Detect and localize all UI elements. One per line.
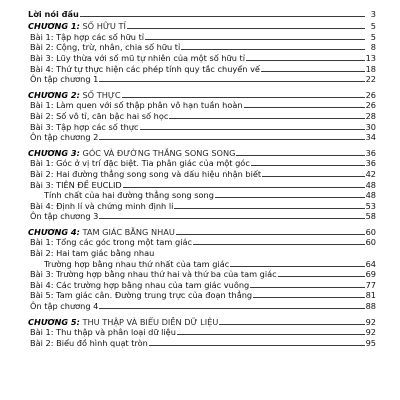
- toc-entry-text: [44, 190, 214, 200]
- toc-entry-text: [30, 122, 139, 132]
- entry-label: Bài 5: Tam giác cân. Đường trung trực của đoạn thẳng: [30, 290, 253, 301]
- page-number: 60: [365, 226, 376, 237]
- page-number: 53: [365, 200, 376, 211]
- entry-label: Tính chất của hai đường thẳng song song: [44, 190, 214, 201]
- page-number: 77: [365, 279, 376, 290]
- toc-entry[interactable]: [28, 168, 376, 179]
- toc-entry[interactable]: [28, 63, 376, 74]
- toc-intro[interactable]: [28, 8, 376, 19]
- dot-leader: [127, 28, 365, 29]
- intro-label: Lời nói đầu: [28, 8, 79, 19]
- toc-entry-text: [30, 42, 180, 52]
- page-number: 48: [365, 190, 376, 201]
- toc-intro-text: [28, 9, 79, 19]
- chapter-prefix: CHƯƠNG 1:: [28, 21, 80, 32]
- dot-leader: [99, 308, 364, 309]
- page-number: 30: [365, 121, 376, 132]
- toc-entry[interactable]: [28, 132, 376, 143]
- toc-entry[interactable]: [28, 190, 376, 201]
- toc-entry-text: [30, 180, 122, 190]
- toc-chapter-text: [28, 21, 126, 31]
- page-number: 18: [365, 63, 376, 74]
- dot-leader: [219, 324, 364, 325]
- toc-entry-text: [30, 327, 176, 337]
- page-number: 92: [365, 327, 376, 338]
- toc-entry-text: [30, 111, 168, 121]
- dot-leader: [215, 197, 365, 198]
- entry-label: Bài 2: Hai tam giác bằng nhau: [30, 248, 155, 259]
- dot-leader: [244, 107, 365, 108]
- toc-chapter[interactable]: [28, 316, 376, 327]
- page-number: 92: [365, 316, 376, 327]
- page-number: 28: [365, 110, 376, 121]
- entry-label: Bài 3: Tập hợp các số thực: [30, 121, 139, 132]
- dot-leader: [236, 155, 364, 156]
- dot-leader: [80, 16, 365, 17]
- toc-chapter[interactable]: [28, 21, 376, 32]
- dot-leader: [250, 287, 364, 288]
- toc-entry-text: [30, 74, 98, 84]
- entry-label: Ôn tập chương 1: [30, 74, 99, 85]
- page-number: 58: [365, 211, 376, 222]
- page-number: 5: [370, 31, 376, 42]
- toc-entry-text: [30, 158, 250, 168]
- entry-label: Bài 3: Lũy thừa với số mũ tự nhiên của một số hữu tỉ: [30, 52, 245, 63]
- toc-entry-text: [30, 53, 245, 63]
- toc-entry-text: [30, 32, 144, 42]
- chapter-title: GÓC VÀ ĐƯỜNG THẲNG SONG SONG: [82, 147, 236, 158]
- page-number: 8: [370, 42, 376, 53]
- toc-entry-text: [30, 290, 252, 300]
- toc-chapter-text: [28, 148, 235, 158]
- entry-label: Bài 1: Góc ở vị trí đặc biệt. Tia phân giác của một góc: [30, 158, 250, 169]
- toc-entry-text: [30, 280, 249, 290]
- dot-leader: [246, 60, 365, 61]
- toc-entry-text: [30, 248, 154, 258]
- entry-label: Bài 1: Tổng các góc trong một tam giác: [30, 237, 193, 248]
- chapter-prefix: CHƯƠNG 3:: [28, 147, 80, 158]
- chapter-title: THU THẬP VÀ BIỂU DIỄN DỮ LIỆU: [82, 316, 219, 327]
- page-number: 5: [370, 21, 376, 32]
- entry-label: Bài 2: Số vô tỉ, căn bậc hai số học: [30, 110, 169, 121]
- dot-leader: [99, 139, 364, 140]
- dot-leader: [99, 218, 364, 219]
- toc-entry-text: [30, 211, 98, 221]
- dot-leader: [176, 234, 365, 235]
- toc-entry[interactable]: [28, 247, 376, 258]
- entry-label: Bài 4: Thứ tự thực hiện các phép tính quy tắc chuyển vế: [30, 63, 260, 74]
- page-number: 95: [365, 337, 376, 348]
- dot-leader: [262, 176, 364, 177]
- toc-entry[interactable]: [28, 327, 376, 338]
- page-number: 60: [365, 237, 376, 248]
- dot-leader: [251, 165, 365, 166]
- chapter-title: TAM GIÁC BẰNG NHAU: [82, 226, 175, 237]
- toc-entry-text: [30, 100, 243, 110]
- toc-entry-text: [30, 64, 260, 74]
- chapter-prefix: CHƯƠNG 2:: [28, 89, 80, 100]
- toc-entry-text: [30, 201, 173, 211]
- entry-label: Bài 2: Cộng, trừ, nhân, chia số hữu tỉ: [30, 42, 181, 53]
- chapter-prefix: CHƯƠNG 5:: [28, 316, 80, 327]
- toc-entry-text: [30, 338, 148, 348]
- dot-leader: [177, 334, 365, 335]
- toc-entry[interactable]: [28, 52, 376, 63]
- toc-entry[interactable]: [28, 42, 376, 53]
- page-number: 34: [365, 132, 376, 143]
- table-of-contents: [28, 0, 376, 353]
- page-number: 36: [365, 147, 376, 158]
- toc-entry[interactable]: [28, 74, 376, 85]
- page-number: 69: [365, 269, 376, 280]
- page-number: 36: [365, 158, 376, 169]
- toc-entry[interactable]: [28, 179, 376, 190]
- toc-chapter[interactable]: [28, 89, 376, 100]
- toc-entry[interactable]: [28, 279, 376, 290]
- dot-leader: [149, 345, 365, 346]
- page-number: 26: [365, 89, 376, 100]
- toc-entry[interactable]: [28, 211, 376, 222]
- toc-entry[interactable]: [28, 337, 376, 348]
- toc-entry-text: [44, 259, 229, 269]
- dot-leader: [174, 208, 364, 209]
- page-number: 42: [365, 168, 376, 179]
- toc-chapter[interactable]: [28, 147, 376, 158]
- toc-entry[interactable]: [28, 258, 376, 269]
- dot-leader: [253, 297, 364, 298]
- toc-entry[interactable]: [28, 200, 376, 211]
- toc-entry[interactable]: [28, 269, 376, 280]
- dot-leader: [145, 39, 365, 40]
- page-number: 88: [365, 301, 376, 312]
- entry-label: Bài 1: Làm quen với số thập phân vô hạn tuần hoàn: [30, 100, 243, 111]
- toc-chapter-text: [28, 227, 175, 237]
- dot-leader: [278, 276, 365, 277]
- page-number: 26: [365, 100, 376, 111]
- page-number: 22: [365, 74, 376, 85]
- entry-label: Bài 4: Các trường hợp bằng nhau của tam giác vuông: [30, 279, 250, 290]
- page-number: 3: [370, 8, 376, 19]
- toc-chapter-text: [28, 317, 218, 327]
- dot-leader: [181, 49, 365, 50]
- toc-entry-text: [30, 132, 98, 142]
- page-number: 81: [365, 290, 376, 301]
- dot-leader: [140, 129, 365, 130]
- page-number: 48: [365, 179, 376, 190]
- page-number: 13: [365, 52, 376, 63]
- toc-entry[interactable]: [28, 121, 376, 132]
- chapter-title: SỐ THỰC: [82, 89, 121, 100]
- entry-label: Bài 3: TIÊN ĐỀ EUCLID: [30, 179, 122, 190]
- entry-label: Ôn tập chương 3: [30, 211, 99, 222]
- entry-label: Ôn tập chương 4: [30, 301, 99, 312]
- toc-entry[interactable]: [28, 31, 376, 42]
- dot-leader: [261, 71, 365, 72]
- toc-chapter-text: [28, 90, 121, 100]
- toc-entry[interactable]: [28, 158, 376, 169]
- dot-leader: [99, 81, 364, 82]
- dot-leader: [123, 187, 365, 188]
- toc-entry-text: [30, 269, 277, 279]
- toc-entry-text: [30, 169, 261, 179]
- dot-leader: [230, 266, 364, 267]
- toc-chapter[interactable]: [28, 226, 376, 237]
- dot-leader: [169, 118, 364, 119]
- toc-entry[interactable]: [28, 110, 376, 121]
- entry-label: Bài 4: Định lí và chứng minh định lí: [30, 200, 174, 211]
- toc-entry[interactable]: [28, 290, 376, 301]
- dot-leader: [122, 97, 365, 98]
- entry-label: Ôn tập chương 2: [30, 132, 99, 143]
- entry-label: Bài 1: Thu thập và phân loại dữ liệu: [30, 327, 176, 338]
- entry-label: Bài 2: Biểu đồ hình quạt tròn: [30, 337, 148, 348]
- dot-leader: [193, 244, 365, 245]
- toc-entry[interactable]: [28, 237, 376, 248]
- entry-label: Bài 1: Tập hợp các số hữu tỉ: [30, 31, 145, 42]
- toc-entry-text: [30, 301, 98, 311]
- entry-label: Trường hợp bằng nhau thứ nhất của tam giác: [44, 258, 230, 269]
- toc-entry-text: [30, 237, 192, 247]
- entry-label: Bài 2: Hai đường thẳng song song và dấu hiệu nhận biết: [30, 168, 262, 179]
- toc-entry[interactable]: [28, 100, 376, 111]
- chapter-prefix: CHƯƠNG 4:: [28, 226, 80, 237]
- toc-entry[interactable]: [28, 300, 376, 311]
- page-number: 64: [365, 258, 376, 269]
- chapter-title: SỐ HỮU TỈ: [82, 21, 126, 32]
- entry-label: Bài 3: Trường hợp bằng nhau thứ hai và thứ ba của tam giác: [30, 269, 277, 280]
